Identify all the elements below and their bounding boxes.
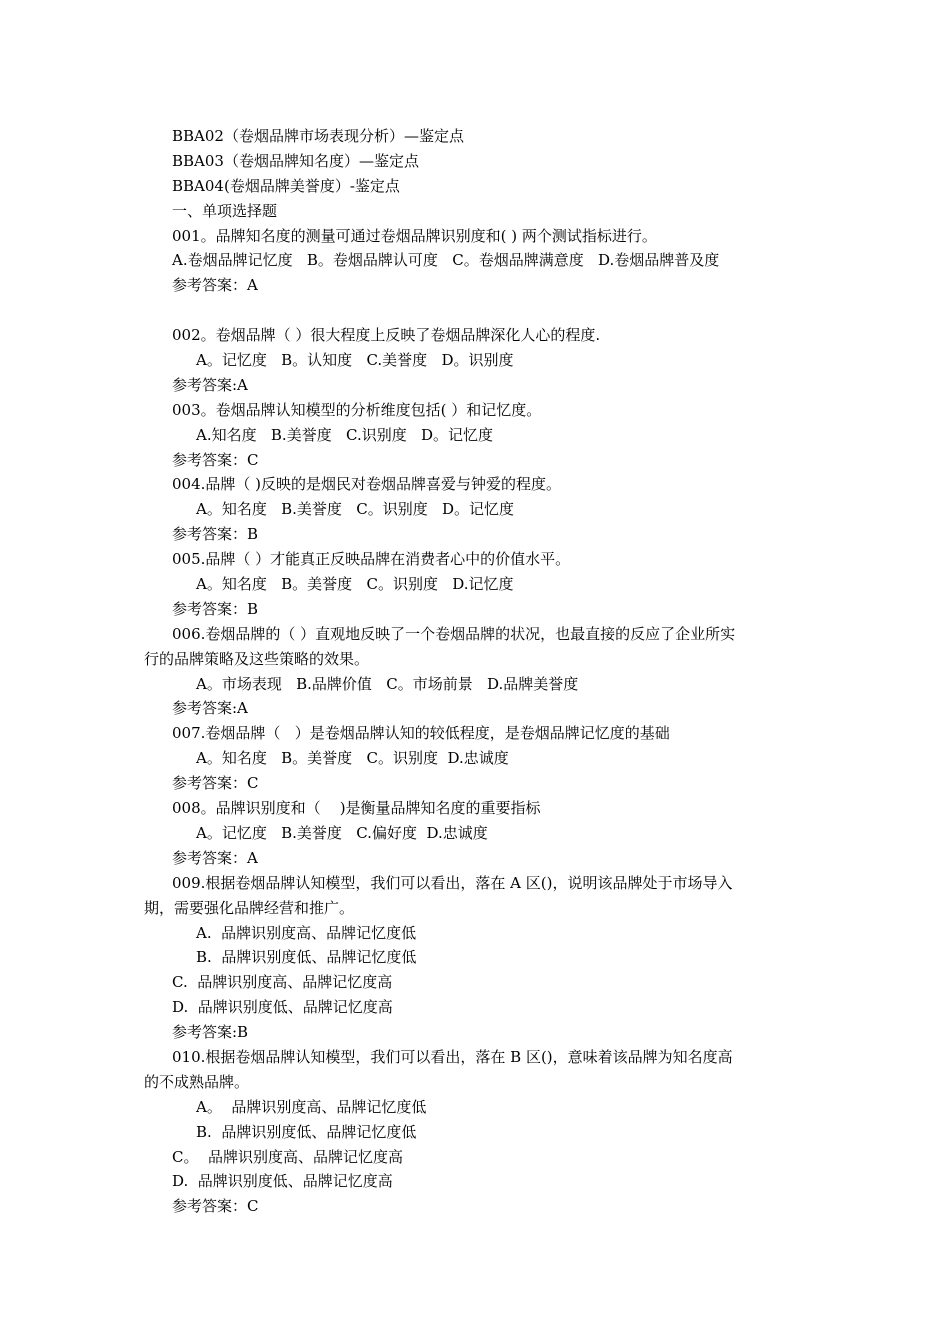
question-stem-continued: 行的品牌策略及这些策略的效果。 xyxy=(144,649,370,668)
question-options: A。知名度 B。美誉度 C。识别度 D.记忆度 xyxy=(196,575,514,594)
question-stem: 007.卷烟品牌（ ）是卷烟品牌认知的较低程度，是卷烟品牌记忆度的基础 xyxy=(172,724,670,743)
question-stem: 010.根据卷烟品牌认知模型，我们可以看出，落在 B 区()，意味着该品牌为知名度高 xyxy=(172,1047,733,1066)
question-answer: 参考答案：A xyxy=(172,276,258,295)
question-option-a: A。 品牌识别度高、品牌记忆度低 xyxy=(196,1097,427,1116)
header-line-bba03: BBA03（卷烟品牌知名度）—鉴定点 xyxy=(172,151,419,170)
question-answer: 参考答案:A xyxy=(172,699,248,718)
header-line-bba02: BBA02（卷烟品牌市场表现分析）—鉴定点 xyxy=(172,127,464,145)
question-stem-continued: 期，需要强化品牌经营和推广。 xyxy=(144,898,355,917)
question-options: A。知名度 B.美誉度 C。识别度 D。记忆度 xyxy=(196,500,515,519)
question-options: A。记忆度 B。认知度 C.美誉度 D。识别度 xyxy=(196,351,514,370)
question-answer: 参考答案：A xyxy=(172,848,258,867)
document-page xyxy=(0,124,950,1219)
question-stem: 006.卷烟品牌的（ ）直观地反映了一个卷烟品牌的状况，也最直接的反应了企业所实 xyxy=(172,624,736,643)
question-option-b: B. 品牌识别度低、品牌记忆度低 xyxy=(196,948,417,967)
question-options: A。市场表现 B.品牌价值 C。市场前景 D.品牌美誉度 xyxy=(196,674,579,693)
question-option-a: A. 品牌识别度高、品牌记忆度低 xyxy=(196,923,417,942)
question-options: A.卷烟品牌记忆度 B。卷烟品牌认可度 C。卷烟品牌满意度 D.卷烟品牌普及度 xyxy=(172,251,720,270)
question-answer: 参考答案:A xyxy=(172,375,248,394)
question-options: A.知名度 B.美誉度 C.识别度 D。记忆度 xyxy=(196,425,494,444)
question-answer: 参考答案：C xyxy=(172,450,259,469)
question-stem: 008。品牌识别度和（ )是衡量品牌知名度的重要指标 xyxy=(172,799,541,818)
question-stem-continued: 的不成熟品牌。 xyxy=(144,1072,250,1091)
question-stem: 004.品牌（ )反映的是烟民对卷烟品牌喜爱与钟爱的程度。 xyxy=(172,475,562,494)
question-answer: 参考答案：B xyxy=(172,599,259,618)
question-option-d: D. 品牌识别度低、品牌记忆度高 xyxy=(172,1172,393,1191)
question-stem: 001。品牌知名度的测量可通过卷烟品牌识别度和( ) 两个测试指标进行。 xyxy=(172,226,657,245)
question-stem: 009.根据卷烟品牌认知模型，我们可以看出，落在 A 区()，说明该品牌处于市场导入 xyxy=(172,873,733,892)
question-options: A。知名度 B。美誉度 C。识别度 D.忠诚度 xyxy=(196,749,509,768)
question-stem: 002。卷烟品牌（ ）很大程度上反映了卷烟品牌深化人心的程度. xyxy=(172,326,601,345)
question-answer: 参考答案：B xyxy=(172,525,259,544)
question-options: A。记忆度 B.美誉度 C.偏好度 D.忠诚度 xyxy=(196,823,488,842)
question-answer: 参考答案:B xyxy=(172,1023,249,1042)
question-option-c: C. 品牌识别度高、品牌记忆度高 xyxy=(172,973,393,992)
question-option-c: C。 品牌识别度高、品牌记忆度高 xyxy=(172,1147,404,1166)
question-option-b: B. 品牌识别度低、品牌记忆度低 xyxy=(196,1122,417,1141)
blank-line xyxy=(0,298,950,323)
header-line-bba04: BBA04(卷烟品牌美誉度）-鉴定点 xyxy=(172,176,400,195)
question-stem: 005.品牌（ ）才能真正反映品牌在消费者心中的价值水平。 xyxy=(172,550,571,569)
question-answer: 参考答案：C xyxy=(172,1197,259,1216)
question-stem: 003。卷烟品牌认知模型的分析维度包括( ）和记忆度。 xyxy=(172,400,542,419)
question-answer: 参考答案：C xyxy=(172,774,259,793)
question-option-d: D. 品牌识别度低、品牌记忆度高 xyxy=(172,998,393,1017)
section-title: 一、单项选择题 xyxy=(172,201,278,220)
